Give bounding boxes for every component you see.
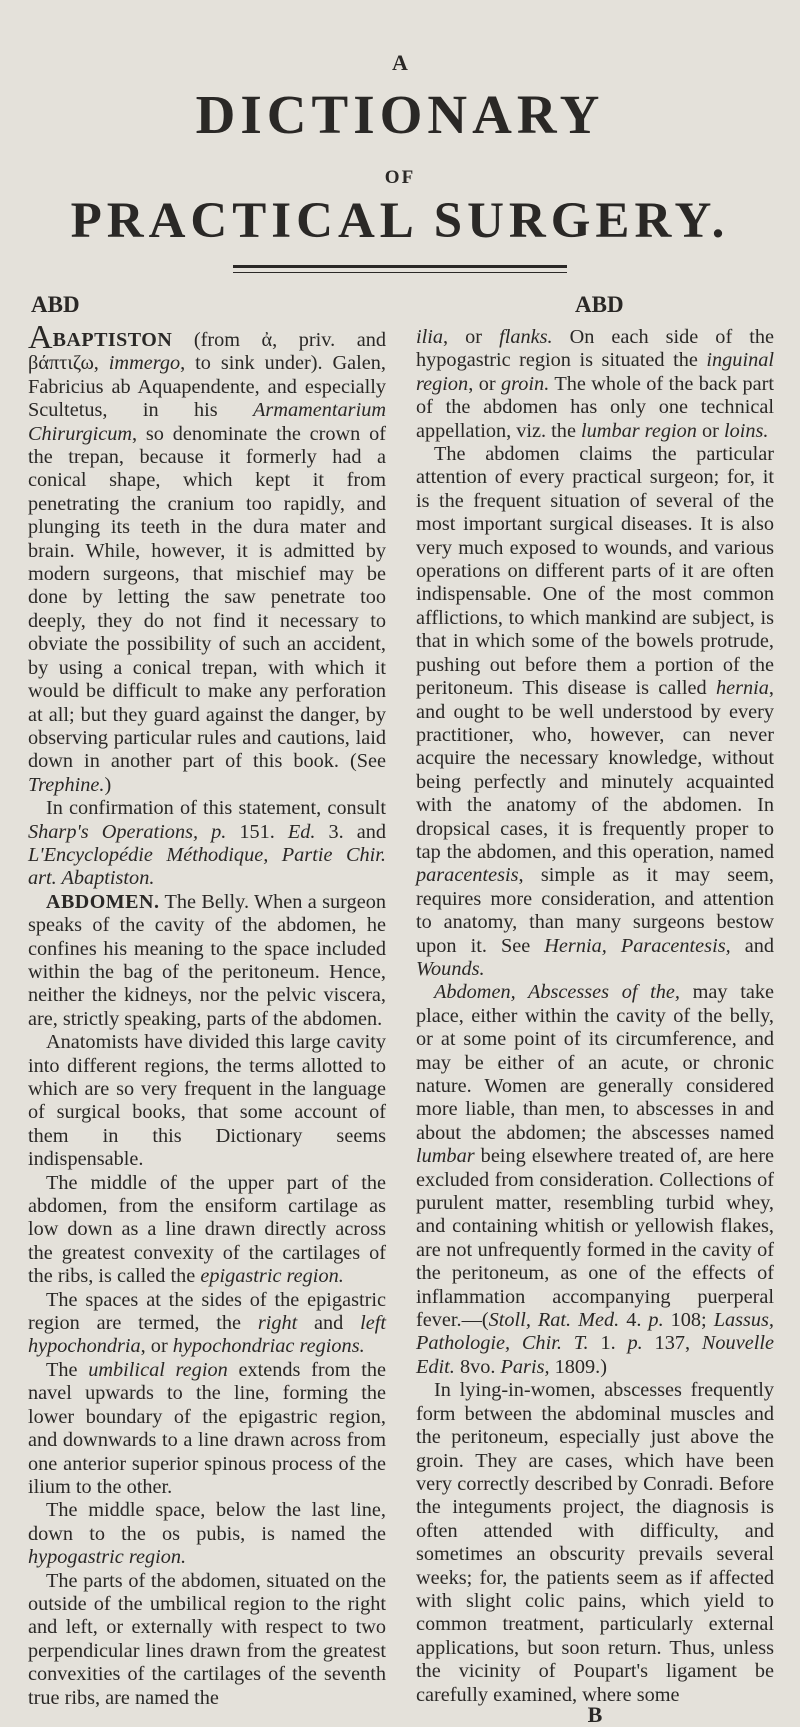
lemma-abdomen: ABDOMEN. [46,890,160,913]
left-column [28,319,386,1709]
cross-reference: Wounds. [416,957,485,980]
entry-abdomen: ABDOMEN. The Belly. When a surgeon speaks of the cavity of the abdomen, he confines his meaning to the space included within the bag of the peritoneum. Hence, neither the kidneys, nor the pelvic viscera, are, strictly speaking, parts of the abdomen. [28,890,386,1030]
paragraph: The parts of the abdomen, situated on the outside of the umbilical region to the right and left, or externally with respect to two perpendicular lines drawn from the greatest convexities of the cartilages of the seventh true ribs, are named the [28,1569,386,1709]
entry-abaptiston: ABAPTISTON (from ἀ, priv. and βάπτιζω, immergo, to sink under). Galen, Fabricius ab Aquapendente, and especially Scultetus, in his Armamentarium Chirurgicum, so denominate the crown of the trepan, because it formerly had a conical shape, which kept it from penetrating the cranium too rapidly, and plunging its teeth in the dura mater and brain. While, however, it is admitted by modern surgeons, that mischief may be done by letting the saw penetrate too deeply, they do not find it necessary to obviate the possibility of such an accident, by using a conical trepan, with which it would be difficult to make any perforation at all; but they guard against the danger, by observing particular rules and cautions, laid down in another part of this book. (See Trephine.) [28,319,386,796]
title-practical-surgery: PRACTICAL SURGERY. [70,193,730,249]
title-dictionary: DICTIONARY [195,84,605,145]
paragraph: The umbilical region extends from the navel upwards to the line, forming the lower boundary of the epigastric region, and downwards to a line drawn across from one anterior superior spinous process of the ilium to the other. [28,1358,386,1498]
paragraph: The middle space, below the last line, down to the os pubis, is named the hypogastric region. [28,1499,386,1569]
lemma-abaptiston: BAPTISTON [52,329,173,351]
drop-cap: A [28,319,53,356]
paragraph: The abdomen claims the particular attention of every practical surgeon; for, it is the frequent situation of several of the most important surgical diseases. It is also very much exposed to wounds, and various operations on different parts of it are often indispensable. One of the most common afflictions, to which mankind are subject, is that in which some of the bowels protrude, pushing out before them a portion of the peritoneum. This disease is called hernia, and ought to be well understood by every practitioner, who, however, can never acquire the necessary knowledge, without being perfectly and minutely acquainted with the anatomy of the abdomen. In dropsical cases, it is frequently proper to tap the abdomen, and this operation, named paracentesis, simple as it may seem, requires more consideration, and attention to anatomy, than many surgeons bestow upon it. See Hernia, Paracentesis, and Wounds. [416,443,774,980]
title-rule-thin [233,272,567,273]
paragraph: The middle of the upper part of the abdomen, from the ensiform cartilage as low down as a line drawn directly across the greatest convexity of the cartilages of the ribs, is called the epigastric region. [28,1171,386,1288]
paragraph: ilia, or flanks. On each side of the hypogastric region is situated the inguinal region, or groin. The whole of the back part of the abdomen has only one technical appellation, viz. the lumbar region or loins. [416,326,774,442]
paragraph: In lying-in-women, abscesses frequently form between the abdominal muscles and the peritoneum, especially just above the groin. They are cases, which have been very correctly described by Conradi. Before the integuments project, the diagnosis is often attended with difficulty, and sometimes an obscurity prevails several weeks; for, the patients seem as if affected with slight colic pains, which yield to common treatment, particularly external applications, but soon return. Thus, unless the vicinity of Poupart's ligament be carefully examined, where some [416,1379,774,1706]
signature-letter: A [392,50,408,75]
paragraph: The spaces at the sides of the epigastric region are termed, the right and left hypochondria, or hypochondriac regions. [28,1288,386,1358]
running-head-right: ABD [575,292,624,317]
title-of: OF [384,167,416,188]
entry-abdomen-abscesses: Abdomen, Abscesses of the, may take place, either within the cavity of the belly, or at some point of its circumference, and may be either of an acute, or chronic nature. Women are generally considered more liable, than men, to abscesses in and about the abdomen; the abscesses named lumbar being elsewhere treated of, are here excluded from consideration. Collections of purulent matter, resembling turbid whey, and containing whitish or yellowish flakes, are not unfrequently formed in the cavity of the peritoneum, as one of the effects of inflammation accompanying puerperal fever.—(Stoll, Rat. Med. 4. p. 108; Lassus, Pathologie, Chir. T. 1. p. 137, Nouvelle Edit. 8vo. Paris, 1809.) [416,981,774,1378]
right-column [416,326,774,1727]
title-rule-thick [233,265,567,268]
cross-reference: Trephine. [28,773,105,796]
cross-reference: Hernia, Paracentesis, [544,934,731,957]
paragraph: In confirmation of this statement, consult Sharp's Operations, p. 151. Ed. 3. and L'Encyclopédie Méthodique, Partie Chir. art. Abaptiston. [28,797,386,890]
running-head-left: ABD [31,292,80,317]
signature-mark: B [587,1701,603,1727]
paragraph: Anatomists have divided this large cavity into different regions, the terms allotted to which are so very frequent in the language of surgical books, that some account of them in this Dictionary seems indispensable. [28,1031,386,1171]
